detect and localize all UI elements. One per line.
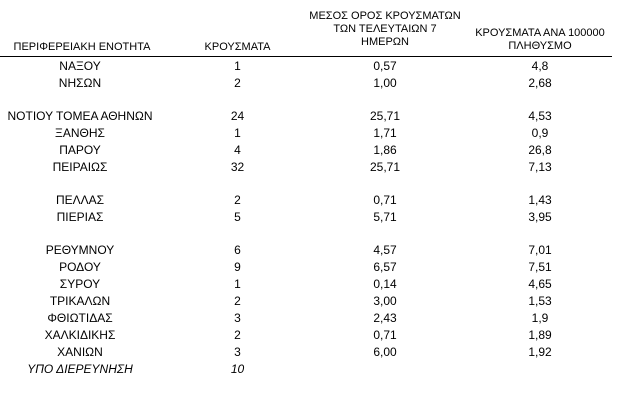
average-cell: 25,71 — [369, 160, 401, 174]
region-cell: ΧΑΝΙΩΝ — [57, 345, 103, 359]
cases-cell: 3 — [234, 345, 241, 359]
region-cell: ΝΗΣΩΝ — [58, 76, 102, 90]
average-cell: 25,71 — [369, 109, 401, 123]
average-cell: 2,43 — [373, 311, 397, 325]
region-cell: ΠΕΙΡΑΙΩΣ — [52, 160, 108, 174]
column-header-cases: ΚΡΟΥΣΜΑΤΑ — [204, 41, 271, 53]
table-row — [0, 125, 620, 142]
column-header-region: ΠΕΡΙΦΕΡΕΙΑΚΗ ΕΝΟΤΗΤΑ — [13, 41, 151, 53]
cases-cell: 1 — [234, 277, 241, 291]
column-header-average-line-3: ΗΜΕΡΩΝ — [361, 36, 409, 48]
cases-cell: 6 — [234, 243, 241, 257]
per-100000-cell: 1,53 — [528, 294, 552, 308]
cases-cell: 32 — [230, 160, 245, 174]
average-cell: 4,57 — [373, 243, 397, 257]
cases-table-body — [0, 58, 620, 378]
table-row — [0, 310, 620, 327]
average-cell: 0,71 — [373, 328, 397, 342]
table-row — [0, 108, 620, 125]
cases-cell: 2 — [234, 294, 241, 308]
average-cell: 1,86 — [373, 143, 397, 157]
cases-cell: 10 — [230, 362, 245, 376]
per-100000-cell: 26,8 — [528, 143, 552, 157]
region-cell: ΡΕΘΥΜΝΟΥ — [45, 243, 115, 257]
column-header-average-7-days — [300, 10, 470, 49]
per-100000-cell: 7,13 — [528, 160, 552, 174]
region-cell: ΞΑΝΘΗΣ — [55, 126, 105, 140]
region-cell: ΦΘΙΩΤΙΔΑΣ — [47, 311, 113, 325]
per-100000-cell: 1,92 — [528, 345, 552, 359]
group-spacer — [0, 176, 620, 192]
per-100000-cell: 4,8 — [531, 59, 549, 73]
table-row — [0, 293, 620, 310]
cases-cell: 9 — [234, 260, 241, 274]
average-cell: 3,00 — [373, 294, 397, 308]
per-100000-cell: 1,43 — [528, 193, 552, 207]
table-row — [0, 276, 620, 293]
average-cell: 1,71 — [373, 126, 397, 140]
table-row — [0, 259, 620, 276]
per-100000-cell: 3,95 — [528, 210, 552, 224]
region-cell: ΡΟΔΟΥ — [59, 260, 101, 274]
column-header-cases-per-100000 — [455, 27, 620, 53]
header-underline — [0, 56, 612, 57]
average-cell: 6,57 — [373, 260, 397, 274]
per-100000-cell: 7,51 — [528, 260, 552, 274]
region-cell: ΝΑΞΟΥ — [59, 59, 101, 73]
per-100000-cell: 1,89 — [528, 328, 552, 342]
per-100000-cell: 1,9 — [531, 311, 549, 325]
cases-cell: 1 — [234, 126, 241, 140]
table-row — [0, 75, 620, 92]
table-row — [0, 344, 620, 361]
group-spacer — [0, 226, 620, 242]
region-cell: ΠΑΡΟΥ — [59, 143, 101, 157]
per-100000-cell: 4,65 — [528, 277, 552, 291]
region-cell: ΝΟΤΙΟΥ ΤΟΜΕΑ ΑΘΗΝΩΝ — [7, 109, 153, 123]
average-cell: 0,57 — [373, 59, 397, 73]
table-row — [0, 142, 620, 159]
average-cell: 1,00 — [373, 76, 397, 90]
table-row — [0, 361, 620, 378]
region-cell: ΥΠΟ ΔΙΕΡΕΥΝΗΣΗ — [27, 362, 133, 376]
average-cell: 0,71 — [373, 193, 397, 207]
region-cell: ΠΙΕΡΙΑΣ — [56, 210, 104, 224]
table-row — [0, 192, 620, 209]
cases-cell: 5 — [234, 210, 241, 224]
per-100000-cell: 2,68 — [528, 76, 552, 90]
cases-cell: 2 — [234, 328, 241, 342]
per-100000-cell: 0,9 — [531, 126, 549, 140]
column-header-average-line-1: ΜΕΣΟΣ ΟΡΟΣ ΚΡΟΥΣΜΑΤΩΝ — [309, 10, 461, 22]
table-row — [0, 242, 620, 259]
region-cell: ΤΡΙΚΑΛΩΝ — [49, 294, 111, 308]
column-header-average-line-2: ΤΩΝ ΤΕΛΕΥΤΑΙΩΝ 7 — [333, 23, 437, 35]
table-row — [0, 159, 620, 176]
average-cell: 6,00 — [373, 345, 397, 359]
column-header-per-line-2: ΠΛΗΘΥΣΜΟ — [508, 40, 572, 52]
cases-cell: 2 — [234, 193, 241, 207]
table-row — [0, 58, 620, 75]
group-spacer — [0, 92, 620, 108]
per-100000-cell: 7,01 — [528, 243, 552, 257]
table-row — [0, 209, 620, 226]
average-cell: 0,14 — [373, 277, 397, 291]
cases-cell: 24 — [230, 109, 245, 123]
cases-cell: 1 — [234, 59, 241, 73]
average-cell: 5,71 — [373, 210, 397, 224]
cases-cell: 4 — [234, 143, 241, 157]
region-cell: ΣΥΡΟΥ — [59, 277, 101, 291]
region-cell: ΠΕΛΛΑΣ — [55, 193, 105, 207]
per-100000-cell: 4,53 — [528, 109, 552, 123]
cases-cell: 2 — [234, 76, 241, 90]
column-header-per-line-1: ΚΡΟΥΣΜΑΤΑ ΑΝΑ 100000 — [475, 27, 605, 39]
cases-cell: 3 — [234, 311, 241, 325]
table-row — [0, 327, 620, 344]
region-cell: ΧΑΛΚΙΔΙΚΗΣ — [44, 328, 116, 342]
